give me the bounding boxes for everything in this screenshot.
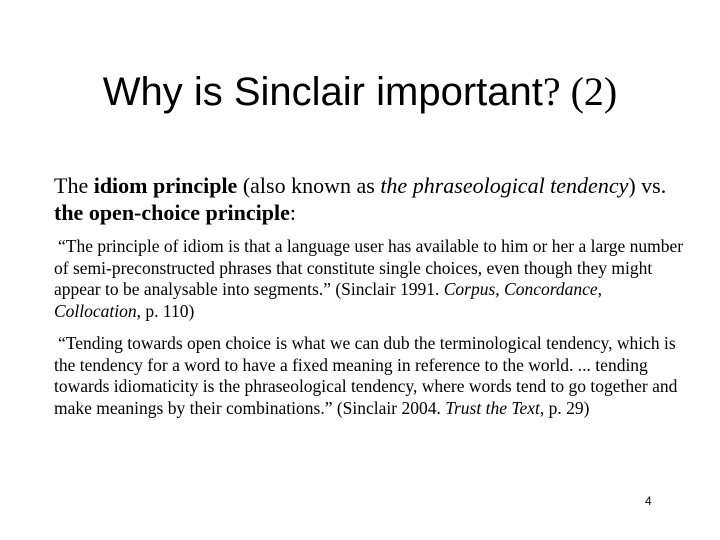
- quote-2-page-ref: , p. 29): [539, 397, 590, 418]
- slide-title: [0, 68, 720, 116]
- quote-1-page-ref: , p. 110): [136, 300, 195, 321]
- page-number: 4: [645, 494, 652, 508]
- intro-text-2: (also known as: [237, 173, 381, 198]
- quote-1-book-title: Corpus, Concordance, Collocation: [54, 279, 603, 321]
- quote-2-text: “Tending towards open choice is what we can dub the terminological tendency, which is the tendency for a word to have a fixed meaning in reference to the world. ... tending towards idiomaticity is the phraseological tendency, where words tend to go together and make meanings by their combinations.” (Sinclair 2004.: [54, 333, 678, 418]
- quote-sinclair-1991: [54, 236, 684, 322]
- intro-paragraph: [54, 172, 684, 226]
- title-suffix: ? (2): [542, 69, 618, 114]
- intro-text-3: ) vs.: [628, 173, 667, 198]
- quote-1-text: “The principle of idiom is that a language user has available to him or her a large number of semi-preconstructed phrases that constitute single choices, even though they might appear to be analysable into segments.” (Sinclair 1991.: [54, 236, 684, 299]
- intro-text-1: The: [54, 173, 94, 198]
- intro-text-4: :: [289, 200, 296, 225]
- quote-2-book-title: Trust the Text: [445, 397, 540, 418]
- title-main: Why is Sinclair important: [102, 70, 543, 114]
- quote-sinclair-2004: [54, 333, 684, 419]
- idiom-principle-term: idiom principle: [93, 173, 238, 198]
- open-choice-principle-term: the open-choice principle: [54, 200, 290, 225]
- phraseological-tendency-term: the phraseological tendency: [380, 173, 629, 198]
